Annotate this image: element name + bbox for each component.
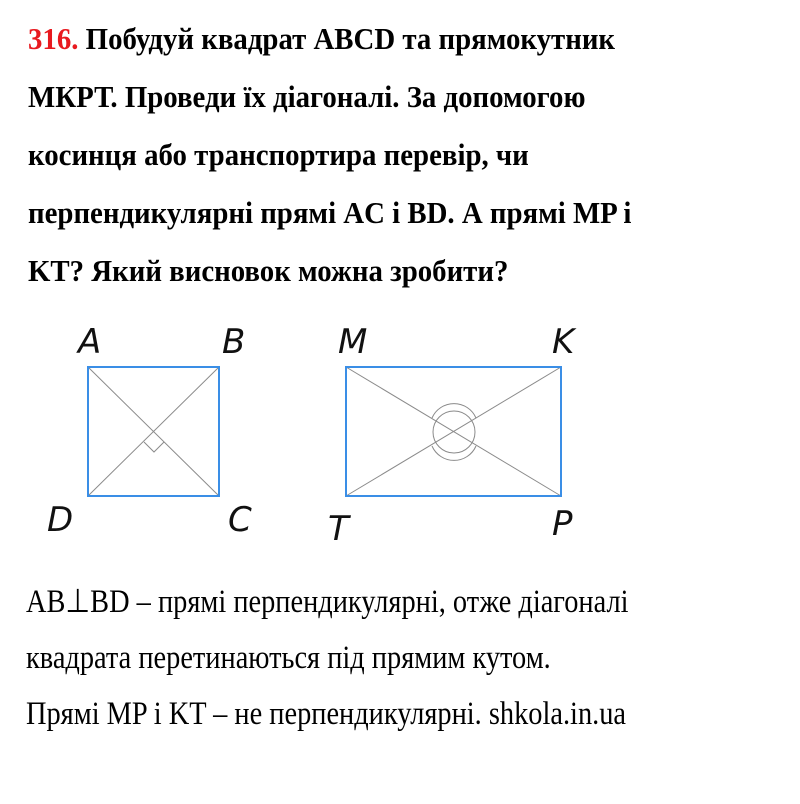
answer-line-2: квадрата перетинаються під прямим кутом. <box>26 640 551 676</box>
task-line-1: 316. Побудуй квадрат ABCD та прямокутник <box>28 21 616 56</box>
answer-line-3: Прямі MP і KT – не перпендикулярні. shkola.in.ua <box>26 696 627 732</box>
label-t: T <box>328 509 349 549</box>
square-abcd <box>47 322 252 540</box>
label-b: B <box>222 322 246 362</box>
task-line-3: косинця або транспортира перевір, чи <box>28 137 529 172</box>
answer-line-1: AB⊥BD – прямі перпендикулярні, отже діагоналі <box>26 584 629 620</box>
geometry-figures <box>0 310 800 560</box>
task-line-2: МКРТ. Проведи їх діагоналі. За допомогою <box>28 79 586 114</box>
task-text <box>28 10 791 300</box>
label-c: C <box>228 500 252 540</box>
rectangle-mkpt <box>328 322 577 549</box>
label-k: K <box>552 322 575 362</box>
task-line-5: KT? Який висновок можна зробити? <box>28 253 509 288</box>
label-d: D <box>47 500 74 540</box>
label-m: M <box>338 322 368 362</box>
label-a: A <box>78 322 102 362</box>
task-line-4: перпендикулярні прямі AC і BD. А прямі MP і <box>28 195 632 230</box>
label-p: P <box>552 504 573 544</box>
task-number: 316. <box>28 21 79 56</box>
right-angle-mark <box>144 442 164 452</box>
answer-text <box>26 574 800 742</box>
